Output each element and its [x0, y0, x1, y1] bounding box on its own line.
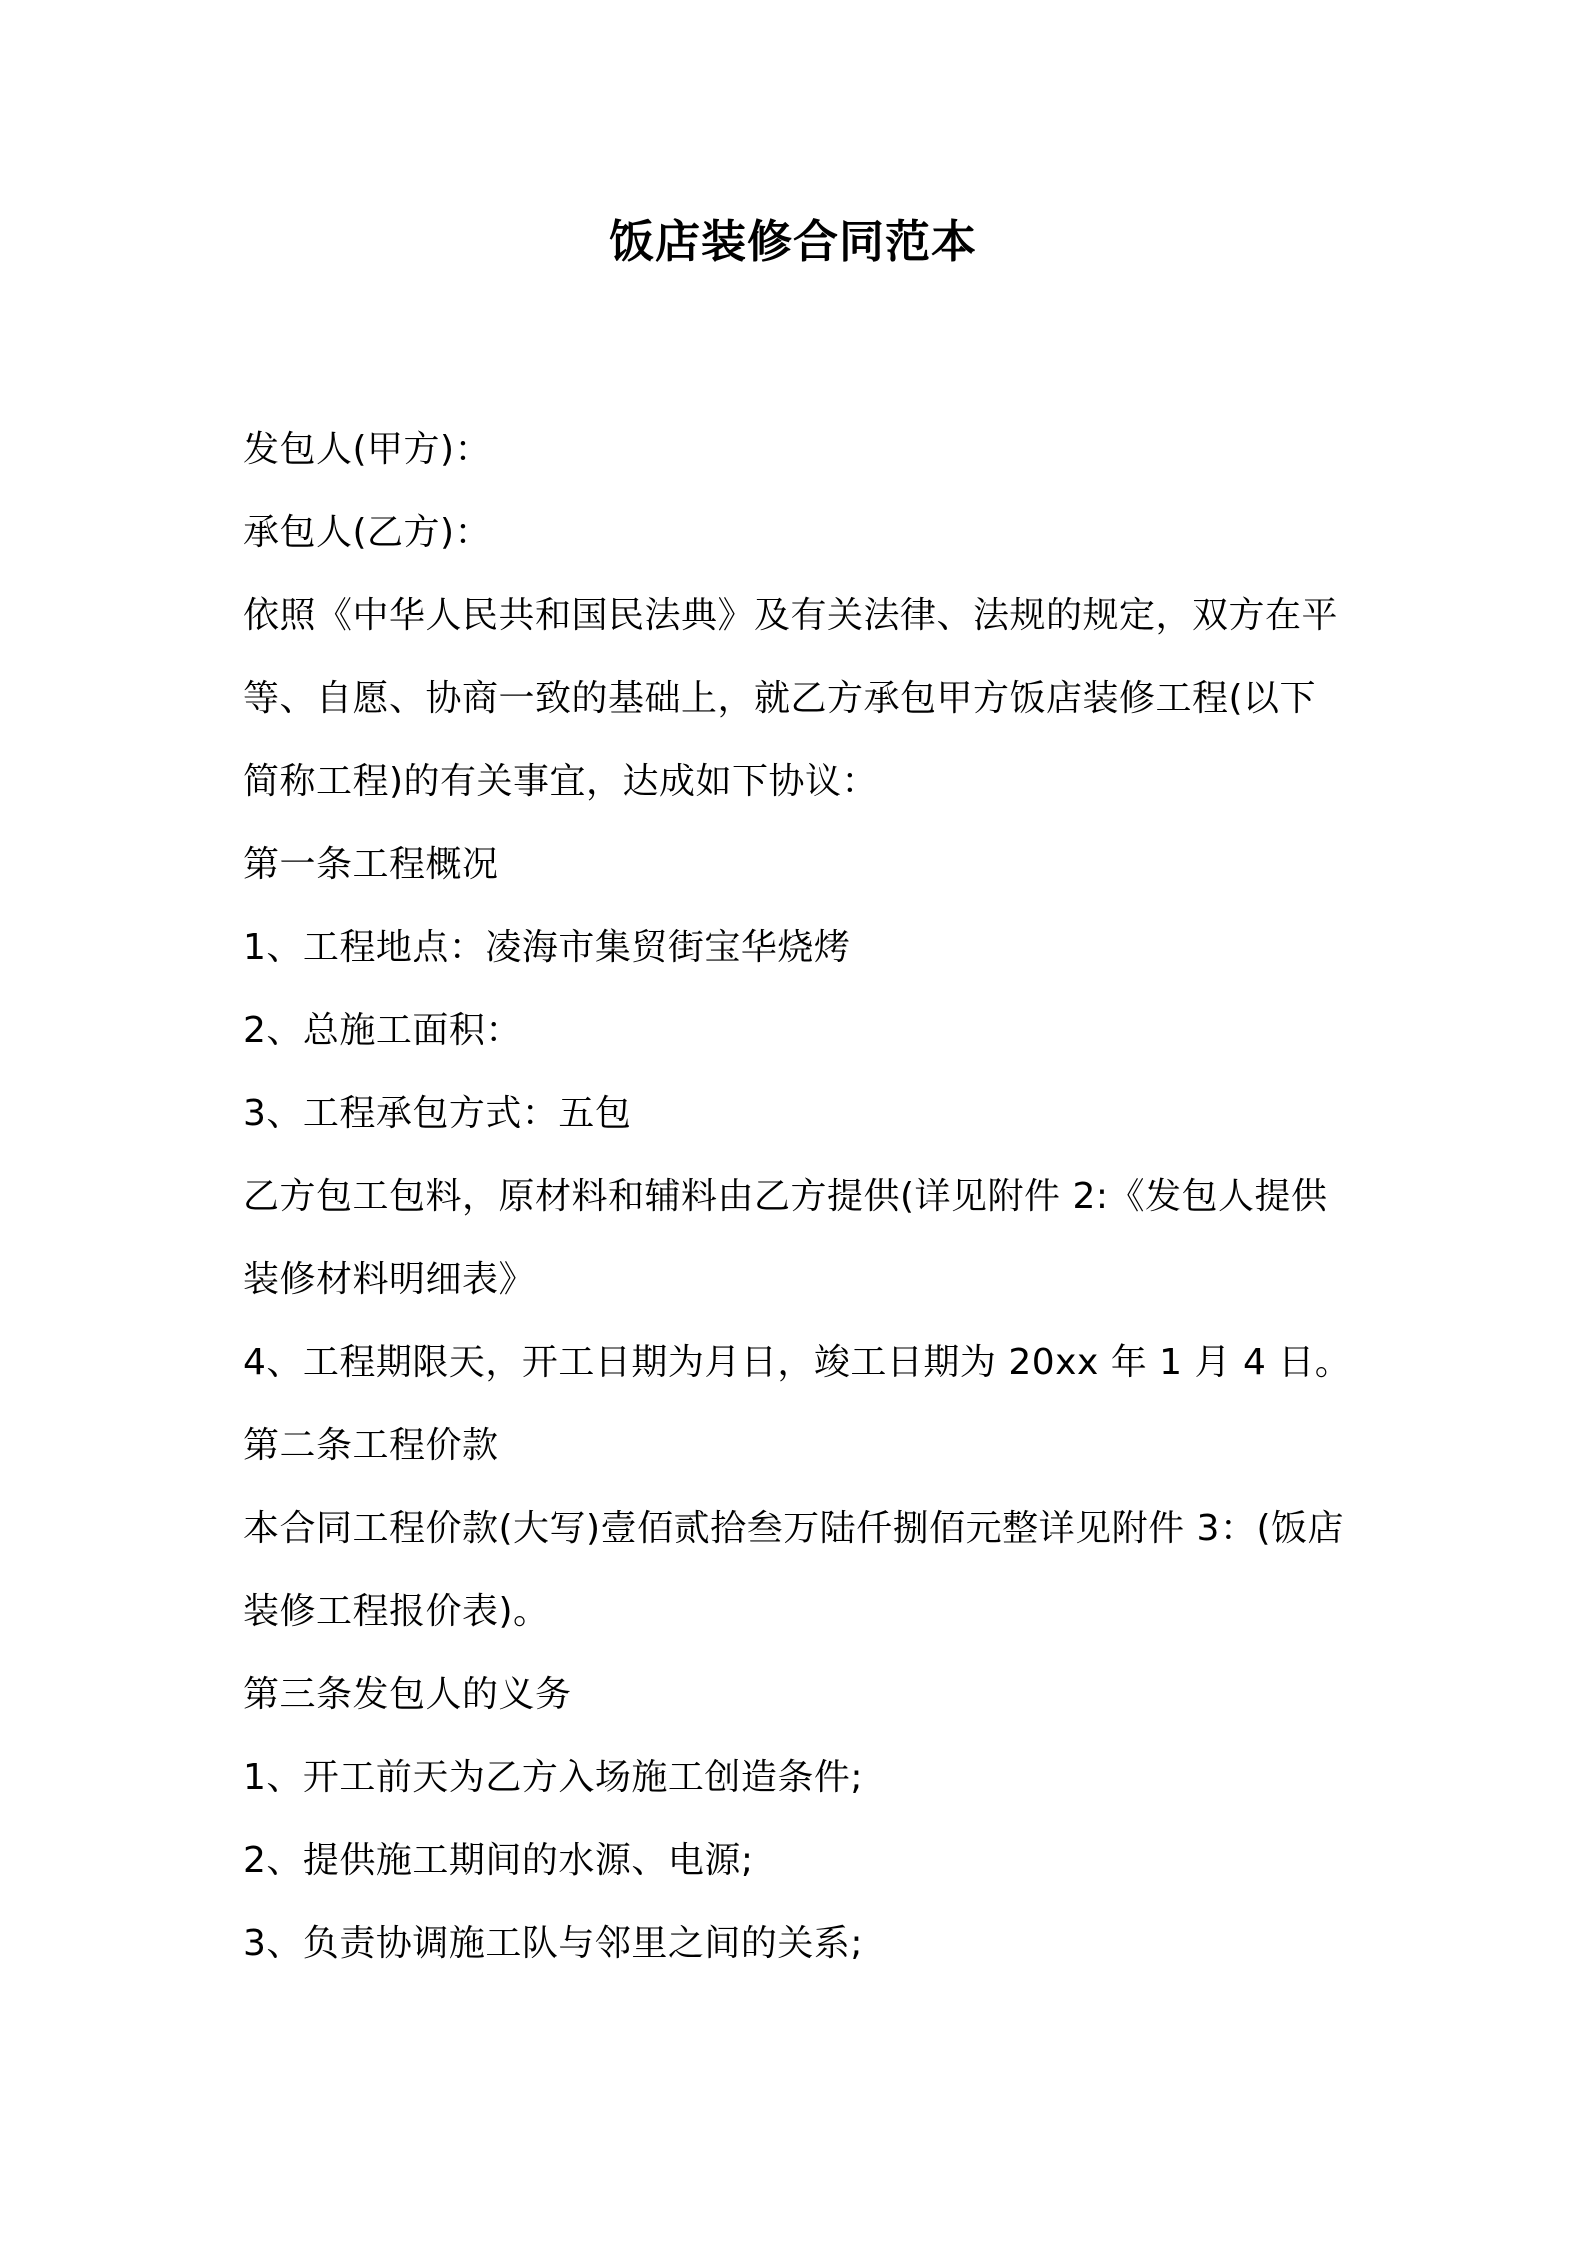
article-1-item-2: 2、总施工面积： [243, 1010, 522, 1051]
article-1-item-3: 3、工程承包方式：五包 [243, 1093, 632, 1134]
preamble-line-1: 依照《中华人民共和国民法典》及有关法律、法规的规定，双方在平 [243, 595, 1339, 636]
article-3-item-1: 1、开工前天为乙方入场施工创造条件; [243, 1757, 864, 1798]
article-1-item-1: 1、工程地点：凌海市集贸街宝华烧烤 [243, 927, 851, 968]
preamble-line-2: 等、自愿、协商一致的基础上，就乙方承包甲方饭店装修工程(以下 [243, 678, 1317, 719]
document-title: 饭店装修合同范本 [608, 215, 977, 268]
preamble-line-3: 简称工程)的有关事宜，达成如下协议： [243, 761, 879, 802]
article-3-item-3: 3、负责协调施工队与邻里之间的关系; [243, 1923, 864, 1964]
party-b-line: 承包人(乙方)： [243, 512, 492, 553]
article-3-heading: 第三条发包人的义务 [243, 1674, 572, 1715]
article-3-item-2: 2、提供施工期间的水源、电源; [243, 1840, 754, 1881]
article-1-item-3-detail-2: 装修材料明细表》 [243, 1259, 536, 1300]
article-2-text-2: 装修工程报价表)。 [243, 1591, 550, 1632]
article-2-text-1: 本合同工程价款(大写)壹佰贰拾叁万陆仟捌佰元整详见附件 3：(饭店 [243, 1508, 1344, 1549]
article-1-item-4: 4、工程期限天，开工日期为月日，竣工日期为 20xx 年 1 月 4 日。 [243, 1342, 1352, 1383]
article-2-heading: 第二条工程价款 [243, 1425, 499, 1466]
document-body [243, 408, 1358, 1985]
party-a-line: 发包人(甲方)： [243, 429, 492, 470]
article-1-item-3-detail-1: 乙方包工包料，原材料和辅料由乙方提供(详见附件 2:《发包人提供 [243, 1176, 1328, 1217]
article-1-heading: 第一条工程概况 [243, 844, 499, 885]
